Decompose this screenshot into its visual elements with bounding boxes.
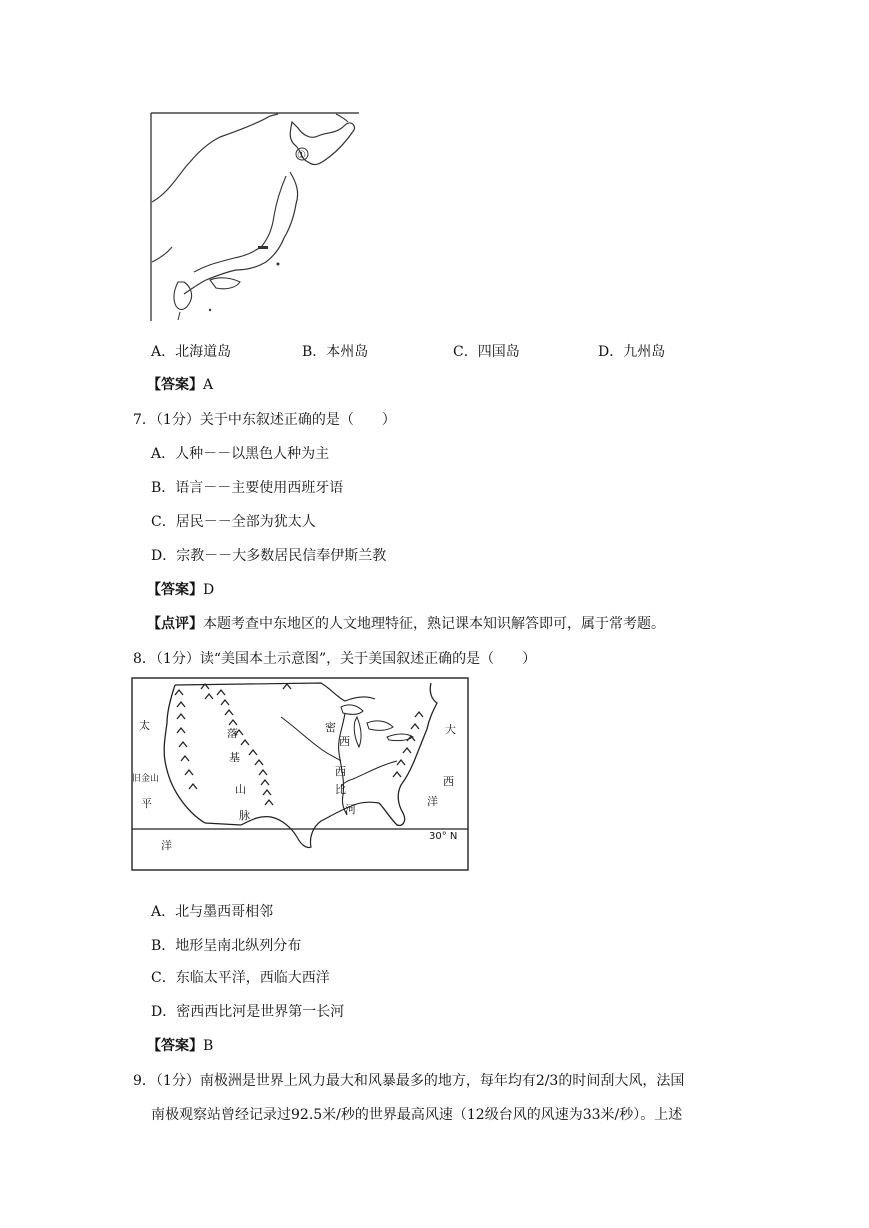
q8-answer — [147, 1035, 213, 1055]
map-label-atl-2: 西 — [443, 775, 454, 788]
q7-option-d: D．宗教－－大多数居民信奉伊斯兰教 — [151, 548, 387, 564]
q7-comment-text: 本题考查中东地区的人文地理特征，熟记课本知识解答即可，属于常考题。 — [203, 616, 665, 632]
q6-answer-value: A — [203, 377, 214, 393]
q9-line-1: 9．（1分）南极洲是世界上风力最大和风暴最多的地方，每年均有2/3的时间刮大风，法国 — [133, 1073, 685, 1089]
q7-answer-tag: 【答案】 — [147, 582, 203, 598]
q8-option-d: D．密西西比河是世界第一长河 — [151, 1004, 345, 1020]
q7-comment — [147, 613, 665, 633]
q8-option-a: A．北与墨西哥相邻 — [151, 904, 274, 920]
q6-answer-tag: 【答案】 — [147, 377, 203, 393]
map-label-atl-3: 洋 — [427, 795, 438, 808]
map-label-miss-3: 西 — [335, 765, 346, 778]
map-label-pacific-3: 洋 — [161, 839, 172, 852]
map-label-sf: 旧金山 — [132, 774, 160, 784]
q8-option-c: C．东临太平洋，西临大西洋 — [151, 970, 330, 986]
map-label-pacific-2: 平 — [141, 797, 152, 810]
map-label-rocky-1: 落 — [227, 727, 238, 740]
q6-option-d: D．九州岛 — [598, 344, 666, 360]
q6-answer — [147, 374, 213, 394]
map-label-rocky-2: 基 — [229, 751, 240, 764]
map-label-pacific-1: 太 — [139, 719, 150, 732]
map-label-atl-1: 大 — [445, 723, 456, 736]
q7-option-b: B．语言－－主要使用西班牙语 — [151, 480, 344, 496]
japan-map — [150, 112, 360, 322]
q7-comment-tag: 【点评】 — [147, 616, 203, 632]
q8-option-b: B．地形呈南北纵列分布 — [151, 938, 302, 954]
q9-line-2: 南极观察站曾经记录过92.5米/秒的世界最高风速（12级台风的风速为33米/秒）。上述 — [151, 1107, 683, 1123]
map-label-1: ① — [297, 150, 306, 161]
q7-answer-value: D — [203, 582, 215, 598]
q6-option-c: C．四国岛 — [453, 344, 520, 360]
map-label-rocky-4: 脉 — [239, 809, 250, 822]
q8-answer-tag: 【答案】 — [147, 1038, 203, 1054]
q8-stem: 8．（1分）读“美国本土示意图”，关于美国叙述正确的是（ ） — [133, 651, 537, 667]
map-label-latitude: 30° N — [429, 831, 458, 842]
map-label-miss-4: 比 — [335, 783, 346, 796]
q7-option-c: C．居民－－全部为犹太人 — [151, 514, 316, 530]
map-label-miss-5: 河 — [345, 803, 356, 816]
map-label-miss-1: 密 — [325, 721, 336, 734]
q7-stem: 7．（1分）关于中东叙述正确的是（ ） — [133, 412, 396, 428]
q7-option-a: A．人种－－以黑色人种为主 — [151, 446, 330, 462]
q6-option-a: A．北海道岛 — [151, 344, 232, 360]
map-label-miss-2: 西 — [339, 735, 350, 748]
q8-answer-value: B — [203, 1038, 214, 1054]
q6-option-b: B．本州岛 — [302, 344, 369, 360]
map-label-rocky-3: 山 — [235, 783, 246, 796]
usa-map — [131, 677, 469, 871]
q7-answer — [147, 579, 214, 599]
